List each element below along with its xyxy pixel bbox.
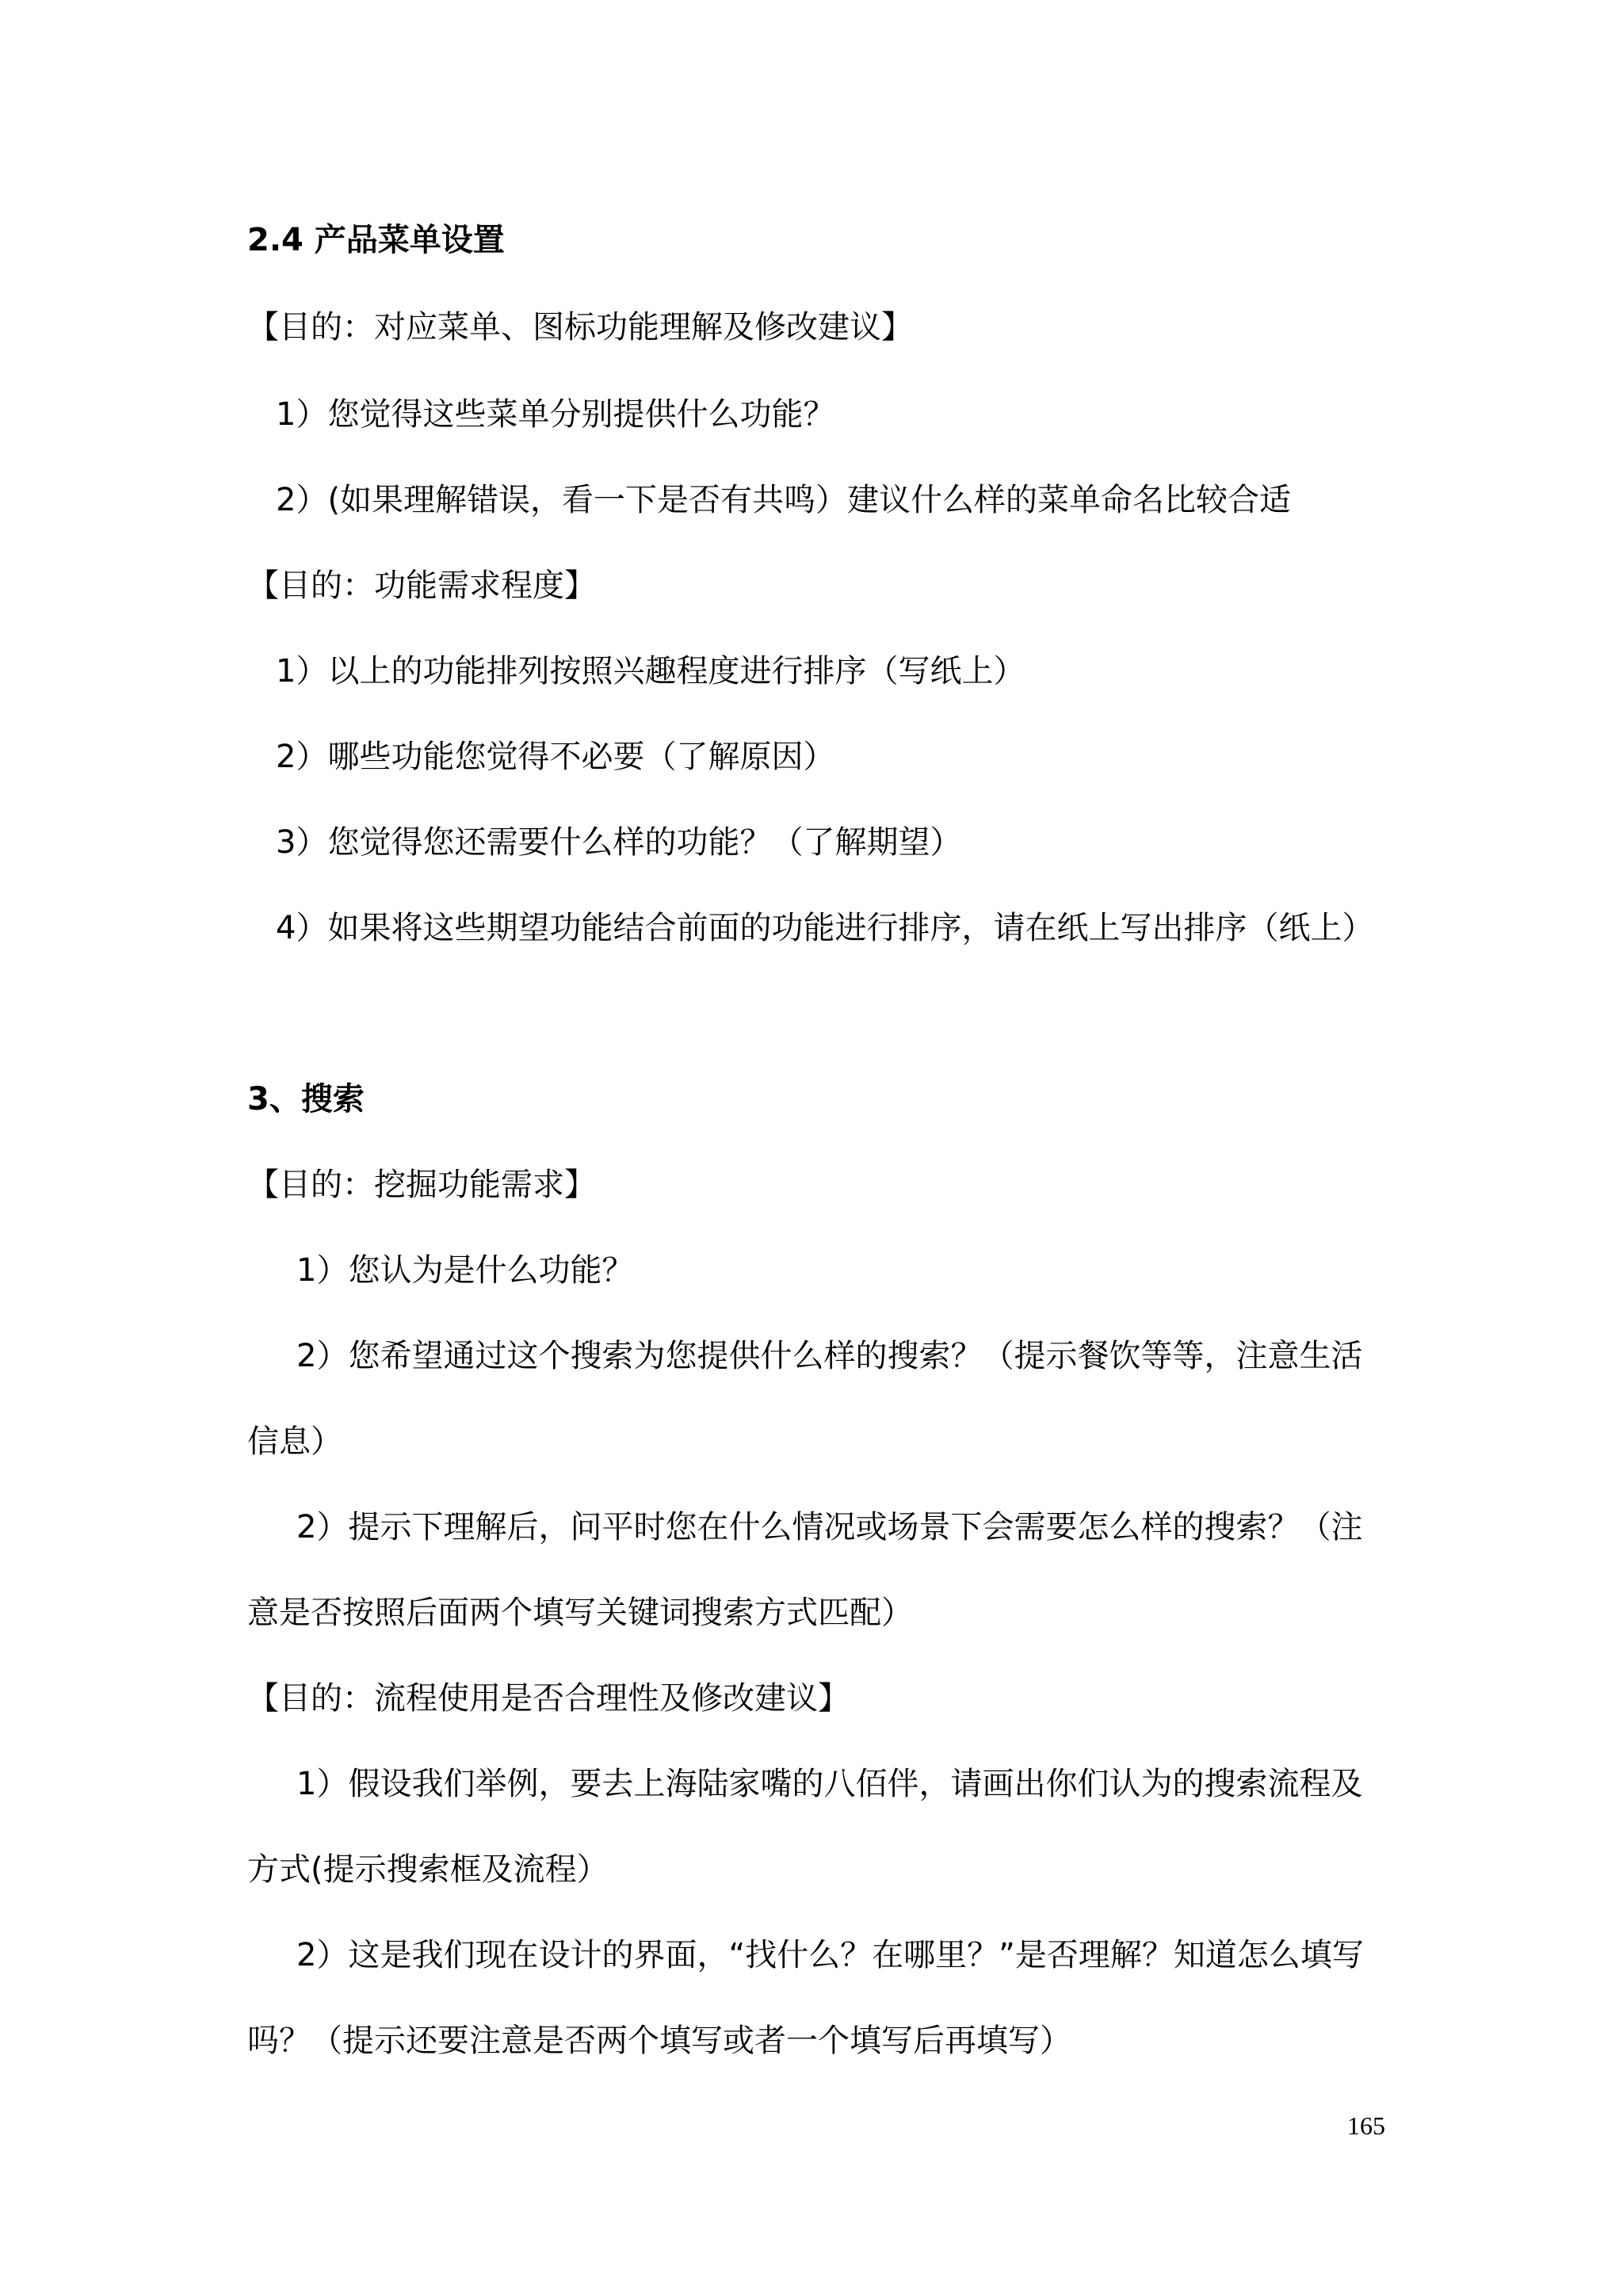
purpose-flow-usability: 【目的：流程使用是否合理性及修改建议】 (247, 1680, 850, 1717)
purpose-search-demand: 【目的：挖掘功能需求】 (247, 1167, 596, 1203)
question-rank-functions: 1）以上的功能排列按照兴趣程度进行排序（写纸上） (276, 653, 1025, 690)
question-menu-functions: 1）您觉得这些菜单分别提供什么功能？ (276, 396, 835, 433)
question-combined-ranking: 4）如果将这些期望功能结合前面的功能进行排序，请在纸上写出排序（纸上） (276, 910, 1374, 946)
question-needed-functions: 3）您觉得您还需要什么样的功能？（了解期望） (276, 824, 962, 861)
question-interface-line2: 吗？（提示还要注意是否两个填写或者一个填写后再填写） (247, 2023, 1071, 2059)
page-number: 165 (1347, 2111, 1385, 2140)
question-search-expectation-line1: 2）您希望通过这个搜索为您提供什么样的搜索？（提示餐饮等等，注意生活 (296, 1338, 1363, 1374)
section-heading-2-4: 2.4 产品菜单设置 (247, 222, 505, 258)
purpose-function-demand: 【目的：功能需求程度】 (247, 567, 596, 604)
question-search-flow-line2: 方式(提示搜索框及流程） (247, 1851, 609, 1888)
section-heading-3: 3、搜索 (247, 1081, 365, 1117)
question-what-function: 1）您认为是什么功能？ (296, 1252, 634, 1289)
question-search-flow-line1: 1）假设我们举例，要去上海陆家嘴的八佰伴，请画出你们认为的搜索流程及 (296, 1766, 1363, 1802)
question-menu-naming: 2）(如果理解错误，看一下是否有共鸣）建议什么样的菜单命名比较合适 (276, 482, 1292, 518)
question-interface-line1: 2）这是我们现在设计的界面，“找什么？在哪里？”是否理解？知道怎么填写 (296, 1937, 1364, 1973)
purpose-menu-understanding: 【目的：对应菜单、图标功能理解及修改建议】 (247, 309, 913, 346)
question-search-scenario-line2: 意是否按照后面两个填写关键词搜索方式匹配） (247, 1595, 913, 1631)
question-unnecessary-functions: 2）哪些功能您觉得不必要（了解原因） (276, 739, 835, 775)
question-search-scenario-line1: 2）提示下理解后，问平时您在什么情况或场景下会需要怎么样的搜索？（注 (296, 1509, 1363, 1545)
question-search-expectation-line2: 信息） (247, 1423, 342, 1460)
